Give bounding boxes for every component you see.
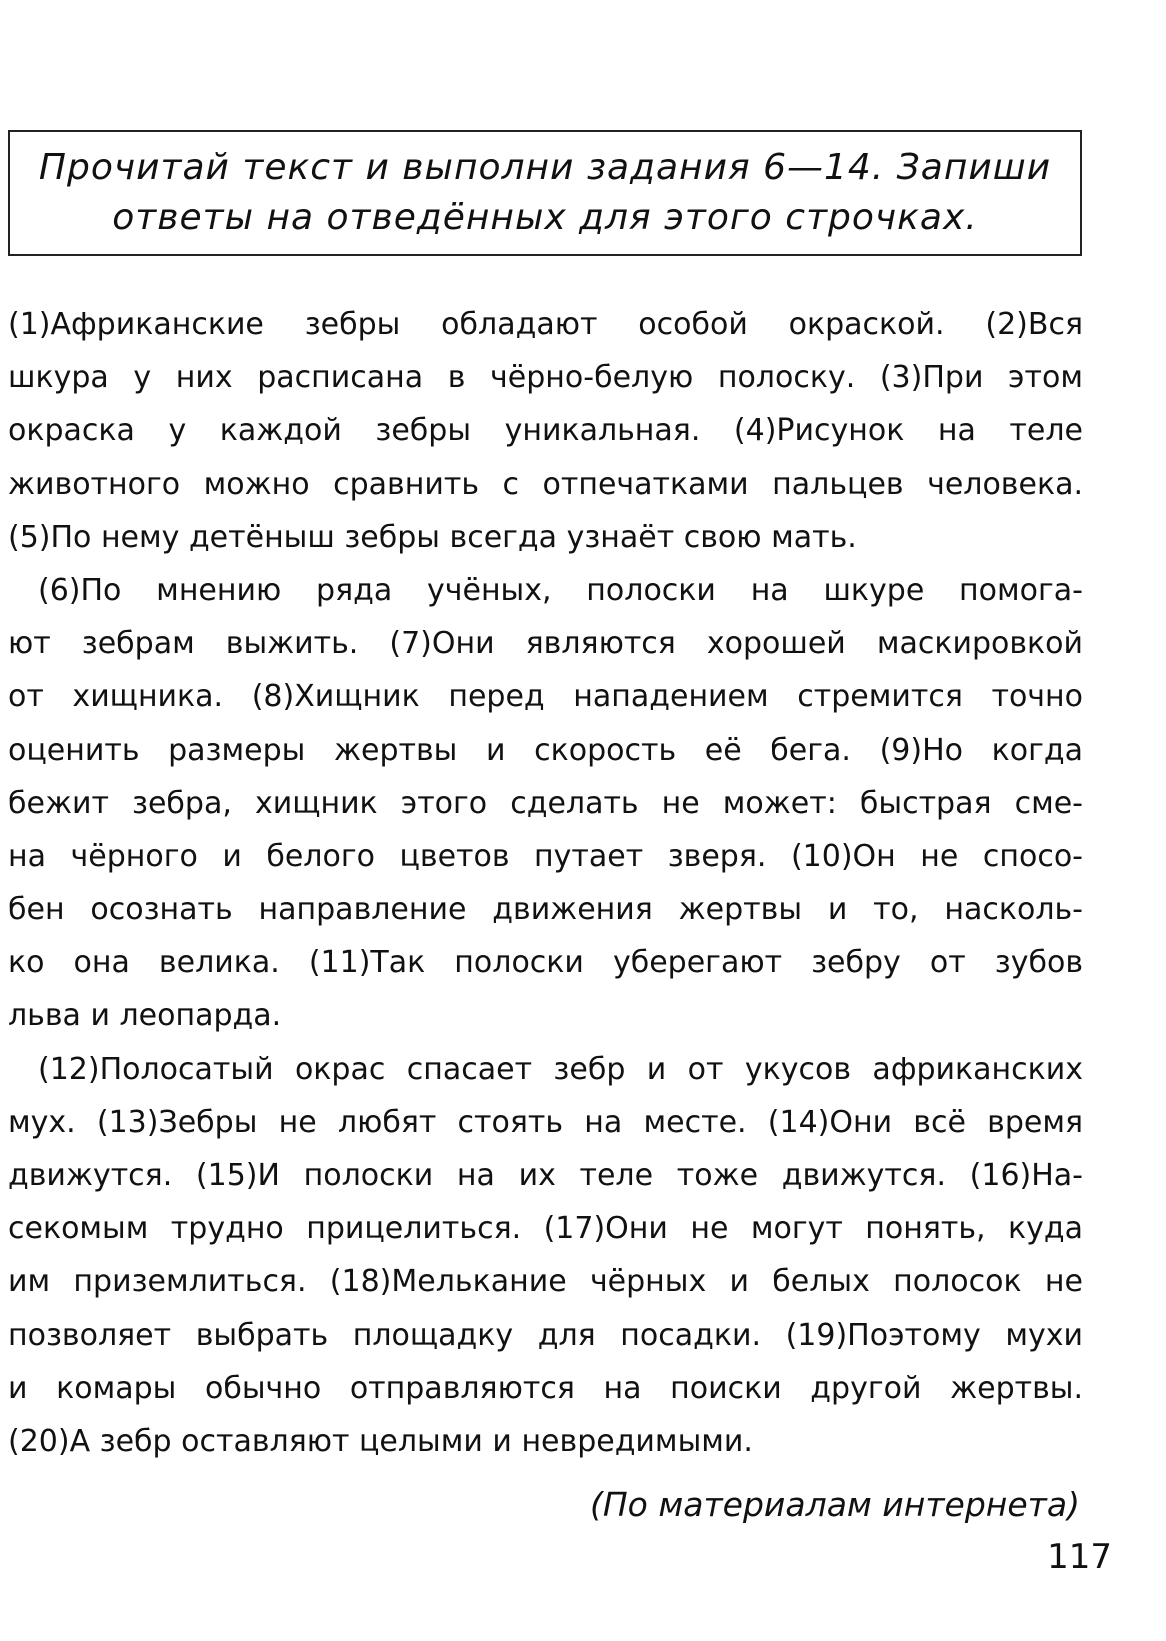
text-line: мух. (13)Зебры не любят стоять на месте. (14)Они всё время [8, 1104, 1083, 1140]
text-line: (1)Африканские зебры обладают особой окраской. (2)Вся [8, 307, 1083, 342]
text-line: оценить размеры жертвы и скорость её бега. (9)Но когда [8, 732, 1083, 768]
text-line: и комары обычно отправляются на поиски другой жертвы. [8, 1370, 1083, 1406]
instruction-box [8, 130, 1082, 256]
text-line: животного можно сравнить с отпечатками пальцев человека. [8, 466, 1083, 502]
text-line: ют зебрам выжить. (7)Они являются хорошей маскировкой [8, 626, 1083, 662]
text-line: секомым трудно прицелиться. (17)Они не могут понять, куда [8, 1211, 1083, 1247]
page-number: 117 [1047, 1537, 1112, 1577]
text-line: (6)По мнению ряда учёных, полоски на шкуре помога- [38, 572, 1083, 608]
text-line: на чёрного и белого цветов путает зверя. (10)Он не спосо- [8, 838, 1083, 874]
instruction-line-2: ответы на отведённых для этого строчках. [112, 197, 978, 238]
text-line: от хищника. (8)Хищник перед нападением стремится точно [8, 679, 1083, 715]
text-line: шкура у них расписана в чёрно-белую полоску. (3)При этом [8, 360, 1083, 396]
text-line: ко она велика. (11)Так полоски уберегают зебру от зубов [8, 945, 1083, 981]
text-line: (12)Полосатый окрас спасает зебр и от укусов африканских [38, 1051, 1083, 1087]
text-line: льва и леопарда. [8, 998, 282, 1034]
text-line: бен осознать направление движения жертвы и то, насколь- [8, 892, 1083, 928]
reading-text [8, 298, 1083, 1468]
text-line: окраска у каждой зебры уникальная. (4)Рисунок на теле [8, 413, 1083, 449]
text-line: (20)А зебр оставляют целыми и невредимыми. [8, 1423, 753, 1459]
source-attribution: (По материалам интернета) [589, 1485, 1080, 1524]
text-line: им приземлиться. (18)Мелькание чёрных и белых полосок не [8, 1264, 1083, 1300]
text-line: бежит зебра, хищник этого сделать не может: быстрая сме- [8, 785, 1083, 821]
instruction-line-1: Прочитай текст и выполни задания 6—14. Запиши [38, 147, 1052, 188]
text-line: движутся. (15)И полоски на их теле тоже движутся. (16)На- [8, 1158, 1083, 1193]
text-line: позволяет выбрать площадку для посадки. (19)Поэтому мухи [8, 1317, 1083, 1353]
text-line: (5)По нему детёныш зебры всегда узнаёт свою мать. [8, 519, 857, 555]
